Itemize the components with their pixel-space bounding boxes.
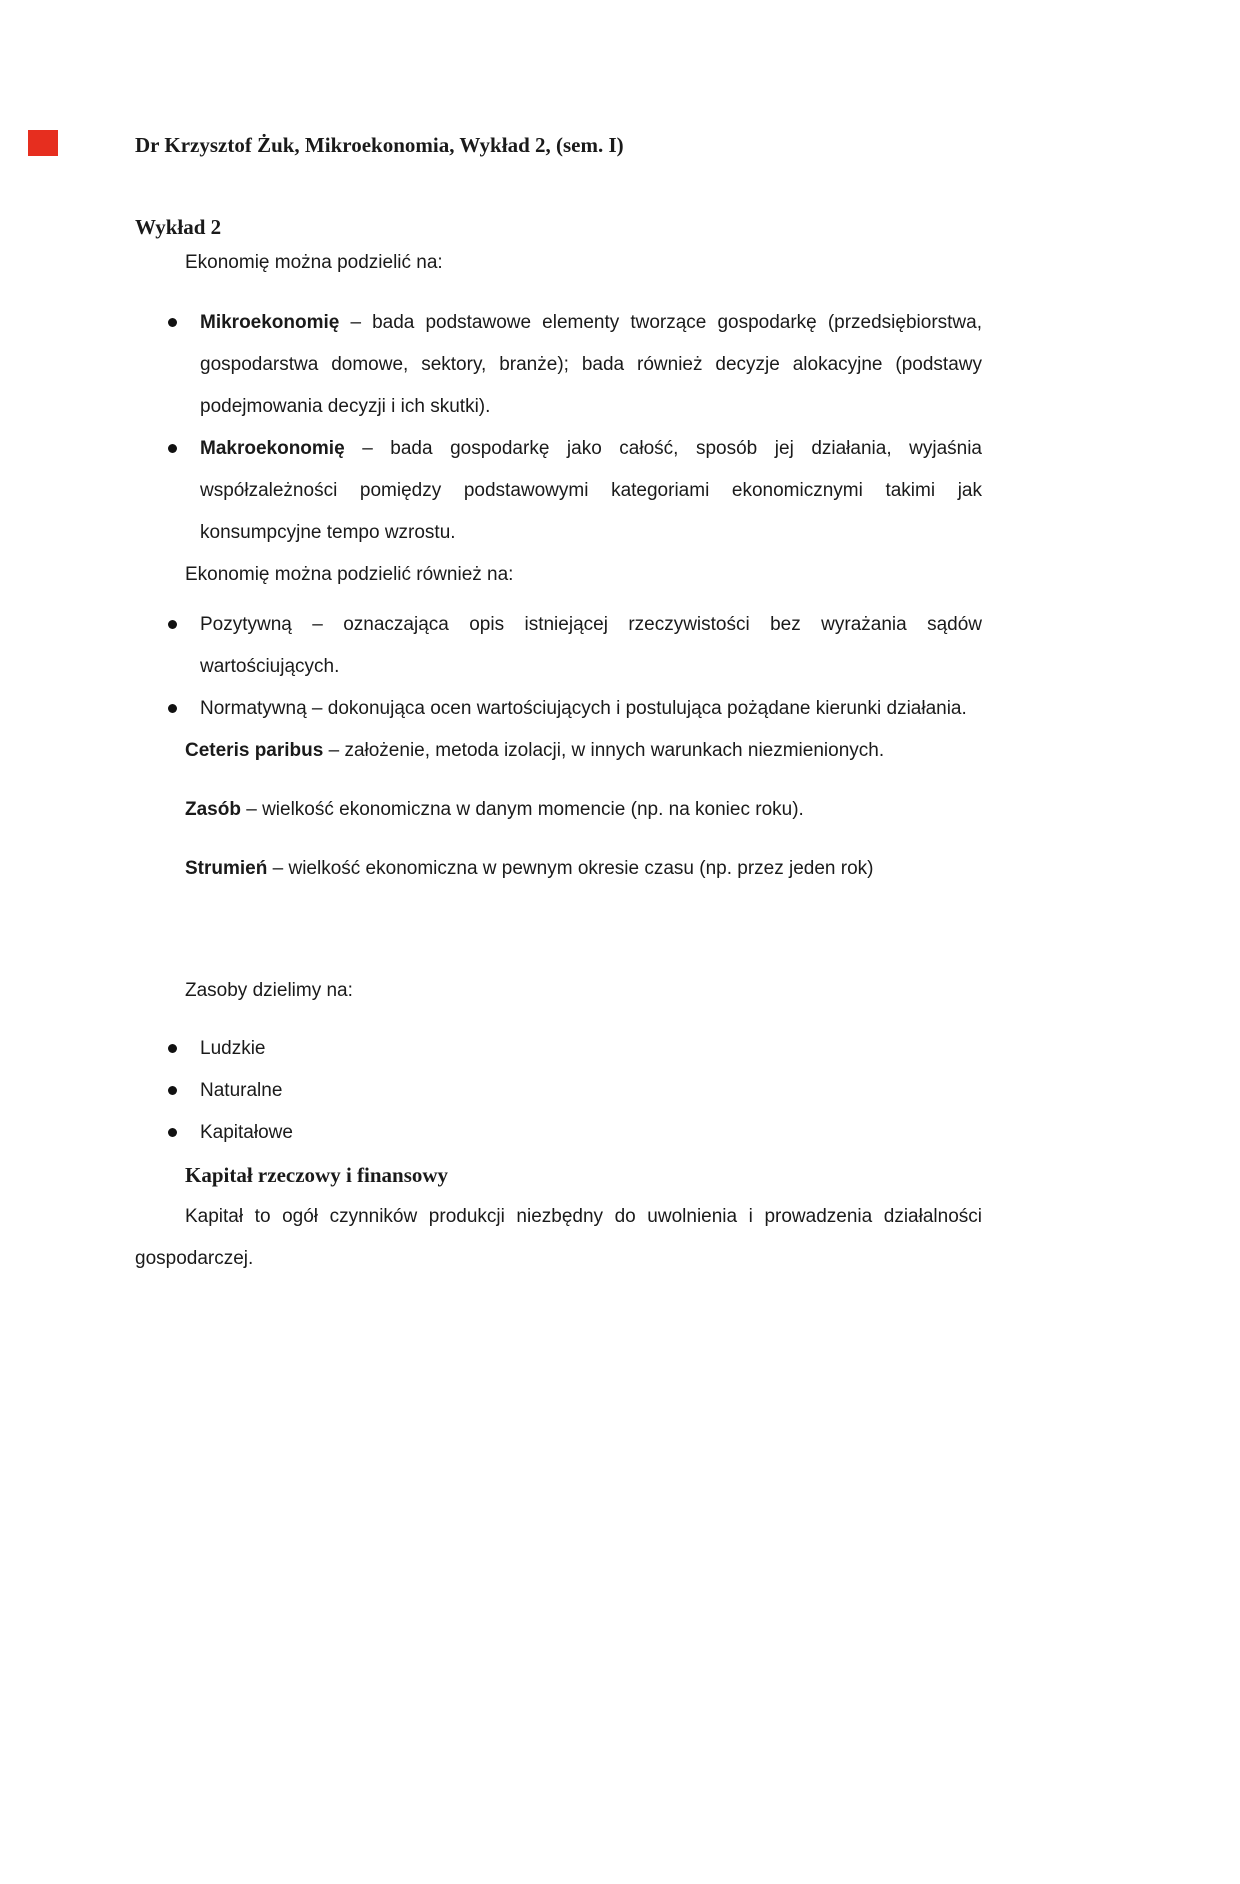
term-label: Makroekonomię [200,438,345,459]
term-definition: – założenie, metoda izolacji, w innych warunkach niezmienionych. [323,740,885,761]
list-item [200,604,982,688]
intro-paragraph-3: Zasoby dzielimy na: [185,980,353,1001]
list-item [200,1028,982,1070]
list-item-text: Pozytywną – oznaczająca opis istniejącej rzeczywistości bez wyrażania sądów wartościujących. [200,614,982,677]
closing-paragraph: Kapitał to ogół czynników produkcji niezbędny do uwolnienia i prowadzenia działalności gospodarczej. [135,1206,982,1269]
section-subheading: Kapitał rzeczowy i finansowy [185,1163,449,1187]
list-item-text: Kapitałowe [200,1122,293,1143]
document-title: Dr Krzysztof Żuk, Mikroekonomia, Wykład 2, (sem. I) [135,133,624,157]
bullet-list-economy-types [135,604,982,730]
bullet-icon [168,318,177,327]
lecture-heading: Wykład 2 [135,215,222,239]
bullet-icon [168,620,177,629]
red-corner-mark [28,130,58,156]
intro-paragraph-2: Ekonomię można podzielić również na: [185,564,514,585]
bullet-icon [168,444,177,453]
bullet-icon [168,1044,177,1053]
definition-zasob [135,789,982,831]
term-definition: – bada gospodarkę jako całość, sposób jej działania, wyjaśnia współzależności pomiędzy podstawowymi kategoriami ekonomicznymi takimi jak konsumpcyjne tempo wzrostu. [200,438,982,543]
list-item [200,302,982,428]
term-label: Mikroekonomię [200,312,340,333]
term-definition: – wielkość ekonomiczna w danym momencie (np. na koniec roku). [240,799,804,820]
definition-strumien [135,848,982,890]
bullet-list-economy-branches [135,302,982,554]
list-item [200,1112,982,1154]
term-label: Zasób [185,799,241,820]
definition-ceteris-paribus [135,730,982,772]
list-item-text: Normatywną – dokonująca ocen wartościujących i postulująca pożądane kierunki działania. [200,698,967,719]
bullet-icon [168,1086,177,1095]
list-item [200,428,982,554]
intro-paragraph-1: Ekonomię można podzielić na: [185,252,443,273]
term-label: Strumień [185,858,268,879]
document-content [0,130,1240,1280]
term-definition: – wielkość ekonomiczna w pewnym okresie czasu (np. przez jeden rok) [267,858,874,879]
bullet-list-resources [135,1028,982,1154]
list-item-text: Naturalne [200,1080,283,1101]
list-item [200,1070,982,1112]
term-label: Ceteris paribus [185,740,324,761]
term-definition: – bada podstawowe elementy tworzące gospodarkę (przedsiębiorstwa, gospodarstwa domowe, sektory, branże); bada również decyzje alokacyjne (podstawy podejmowania decyzji i ich skutki). [200,312,982,417]
list-item [200,688,982,730]
bullet-icon [168,704,177,713]
list-item-text: Ludzkie [200,1038,266,1059]
bullet-icon [168,1128,177,1137]
document-page [0,130,1240,1884]
